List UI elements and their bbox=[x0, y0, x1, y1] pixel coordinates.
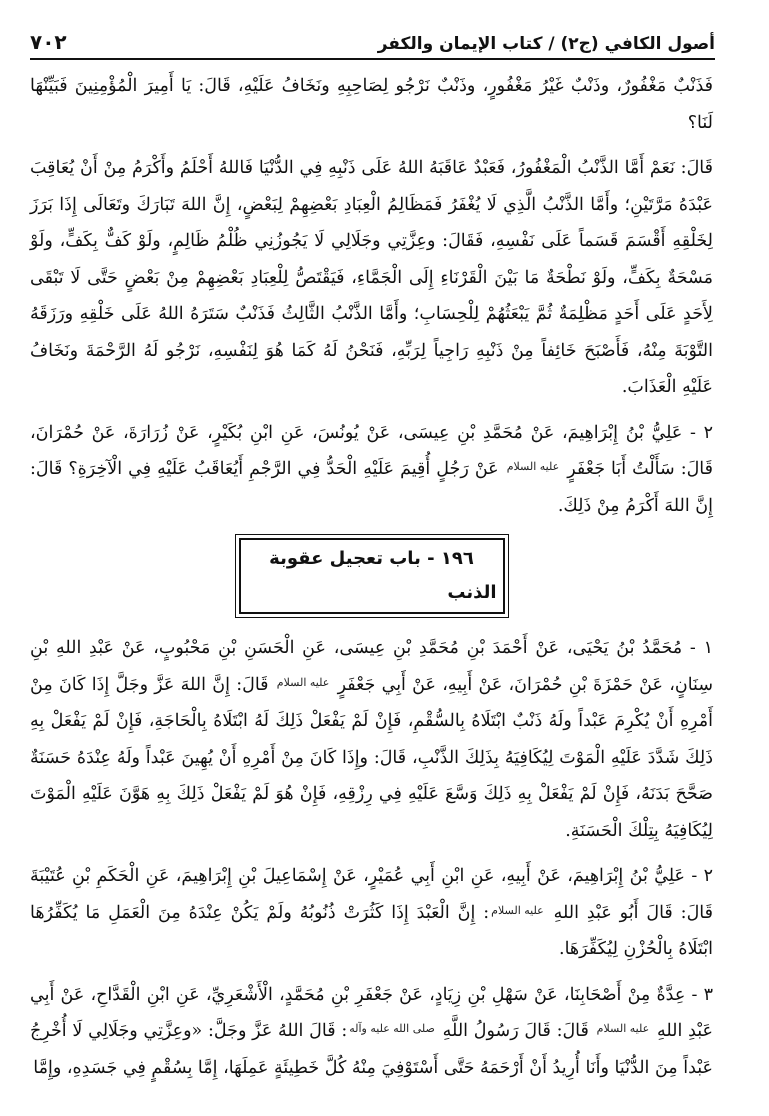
honorific-mark: صلى الله عليه وآله bbox=[349, 1022, 435, 1035]
paragraph: قَالَ: نَعَمْ أَمَّا الذَّنْبُ الْمَغْفُورُ، فَعَبْدٌ عَاقَبَهُ اللهُ عَلَى ذَنْبِهِ فِي الدُّنْيَا فَاللهُ أَحْلَمُ وأَكْرَمُ مِنْ أَنْ يُعَاقِبَ عَبْدَهُ مَرَّتَيْنِ؛ وأَمَّا الذَّنْبُ الَّذِي لَا يُغْفَرُ فَمَظَالِمُ الْعِبَادِ بَعْضِهِمْ لِبَعْضٍ، إِنَّ اللهَ تَبَارَكَ وتَعَالَى إِذَا بَرَزَ لِخَلْقِهِ أَقْسَمَ قَسَماً عَلَى نَفْسِهِ، فَقَالَ: وعِزَّتِي وجَلَالِي لَا يَجُوزُنِي ظُلْمُ ظَالِمٍ، ولَوْ كَفٌّ بِكَفٍّ، ولَوْ مَسْحَةٌ بِكَفٍّ، ولَوْ نَطْحَةٌ مَا بَيْنَ الْقَرْنَاءِ إِلَى الْجَمَّاءِ، فَيَقْتَصُّ لِلْعِبَادِ بَعْضِهِمْ مِنْ بَعْضٍ حَتَّى لَا تَبْقَى لِأَحَدٍ عَلَى أَحَدٍ مَظْلِمَةٌ ثُمَّ يَبْعَثُهُمْ لِلْحِسَابِ؛ وأَمَّا الذَّنْبُ الثَّالِثُ فَذَنْبٌ سَتَرَهُ اللهُ عَلَى خَلْقِهِ ورَزَقَهُ التَّوْبَةَ مِنْهُ، فَأَصْبَحَ خَائِفاً مِنْ ذَنْبِهِ رَاجِياً لِرَبِّهِ، فَنَحْنُ لَهُ كَمَا هُوَ لِنَفْسِهِ، نَرْجُو لَهُ الرَّحْمَةَ ونَخَافُ عَلَيْهِ الْعَذَابَ. bbox=[30, 158, 713, 397]
paragraph bbox=[30, 415, 713, 525]
running-header bbox=[30, 26, 715, 60]
book-title: أصول الكافي (ج٢) / كتاب الإيمان والكفر bbox=[377, 34, 715, 54]
honorific-mark: عليه السلام bbox=[276, 675, 330, 689]
paragraph-text: ٢ - عَلِيُّ بْنُ إِبْرَاهِيمَ، عَنْ أَبِيهِ، عَنِ ابْنِ أَبِي عُمَيْرٍ، عَنْ إِسْمَاعِيلَ بْنِ إِبْرَاهِيمَ، عَنِ الْحَكَمِ بْنِ عُتَيْبَةَ قَالَ: قَالَ أَبُو عَبْدِ اللهِ bbox=[30, 866, 713, 923]
honorific-mark: عليه السلام bbox=[506, 460, 560, 473]
paragraph-text: عَنْ رَجُلٍ أُقِيمَ عَلَيْهِ الْحَدُّ فِي الرَّجْمِ أَيُعَاقَبُ عَلَيْهِ فِي الْآخِرَةِ؟ قَالَ: إِنَّ اللهَ أَكْرَمُ مِنْ ذَلِكَ. bbox=[30, 459, 713, 516]
paragraph: فَذَنْبٌ مَغْفُورٌ، وذَنْبٌ غَيْرُ مَغْفُورٍ، وذَنْبٌ نَرْجُو لِصَاحِبِهِ ونَخَافُ عَلَيْهِ، قَالَ: يَا أَمِيرَ الْمُؤْمِنِينَ فَبَيِّنْهَا لَنَا؟ bbox=[30, 76, 713, 133]
chapter-heading: ١٩٦ - باب تعجيل عقوبة الذنب bbox=[239, 538, 505, 614]
paragraph-text: قَالَ: إِنَّ اللهَ عَزَّ وجَلَّ إِذَا كَانَ مِنْ أَمْرِهِ أَنْ يُكْرِمَ عَبْداً ولَهُ ذَنْبٌ ابْتَلَاهُ بِالسُّقْمِ، فَإِنْ لَمْ يَفْعَلْ ذَلِكَ لَهُ ابْتَلَاهُ بِالْحَاجَةِ، فَإِنْ لَمْ يَفْعَلْ بِهِ ذَلِكَ شَدَّدَ عَلَيْهِ الْمَوْتَ لِيُكَافِيَهُ بِذَلِكَ الذَّنْبِ، قَالَ: وإِذَا كَانَ مِنْ أَمْرِهِ أَنْ يُهِينَ عَبْداً ولَهُ عِنْدَهُ حَسَنَةٌ صَحَّحَ بَدَنَهُ، فَإِنْ لَمْ يَفْعَلْ بِهِ ذَلِكَ وَسَّعَ عَلَيْهِ فِي رِزْقِهِ، فَإِنْ هُوَ لَمْ يَفْعَلْ ذَلِكَ بِهِ هَوَّنَ عَلَيْهِ الْمَوْتَ لِيُكَافِيَهُ بِتِلْكَ الْحَسَنَةِ. bbox=[30, 674, 713, 841]
paragraph-text: : إِنَّ الْعَبْدَ إِذَا كَثُرَتْ ذُنُوبُهُ ولَمْ يَكُنْ عِنْدَهُ مِنَ الْعَمَلِ مَا يُكَفِّرُهَا ابْتَلَاهُ بِالْحُزْنِ لِيُكَفِّرَهَا. bbox=[30, 902, 713, 959]
paragraph bbox=[30, 858, 713, 968]
paragraph-text: ١ - مُحَمَّدُ بْنُ يَحْيَى، عَنْ أَحْمَدَ بْنِ مُحَمَّدِ بْنِ عِيسَى، عَنِ الْحَسَنِ بْنِ مَحْبُوبٍ، عَنْ عَبْدِ اللهِ بْنِ سِنَانٍ، عَنْ حَمْزَةَ بْنِ حُمْرَانَ، عَنْ أَبِيهِ، عَنْ أَبِي جَعْفَرٍ bbox=[30, 638, 713, 695]
paragraph-text: ٢ - عَلِيُّ بْنُ إِبْرَاهِيمَ، عَنْ مُحَمَّدِ بْنِ عِيسَى، عَنْ يُونُسَ، عَنِ ابْنِ بُكَيْرٍ، عَنْ زُرَارَةَ، عَنْ حُمْرَانَ، قَالَ: سَأَلْتُ أَبَا جَعْفَرٍ bbox=[30, 422, 713, 479]
paragraph bbox=[30, 630, 713, 849]
honorific-mark: عليه السلام bbox=[596, 1022, 650, 1035]
paragraph-text: : قَالَ اللهُ عَزَّ وجَلَّ: «وعِزَّتِي وجَلَالِي لَا أُخْرِجُ عَبْداً مِنَ الدُّنْيَا وأَنَا أُرِيدُ أَنْ أَرْحَمَهُ حَتَّى أَسْتَوْفِيَ مِنْهُ كُلَّ خَطِيئَةٍ عَمِلَهَا، إِمَّا بِسُقْمٍ فِي جَسَدِهِ، وإِمَّا bbox=[30, 1021, 713, 1078]
paragraph-text: قَالَ: قَالَ رَسُولُ اللَّهِ bbox=[442, 1021, 589, 1041]
paragraph-text: ٣ - عِدَّةٌ مِنْ أَصْحَابِنَا، عَنْ سَهْلِ بْنِ زِيَادٍ، عَنْ جَعْفَرِ بْنِ مُحَمَّدٍ، الْأَشْعَرِيِّ، عَنِ ابْنِ الْقَدَّاحِ، عَنْ أَبِي عَبْدِ اللهِ bbox=[30, 984, 713, 1041]
page-number: ٧٠٢ bbox=[30, 30, 67, 54]
honorific-mark: عليه السلام bbox=[491, 903, 544, 917]
paragraph bbox=[30, 977, 713, 1087]
body-text bbox=[30, 68, 713, 1095]
